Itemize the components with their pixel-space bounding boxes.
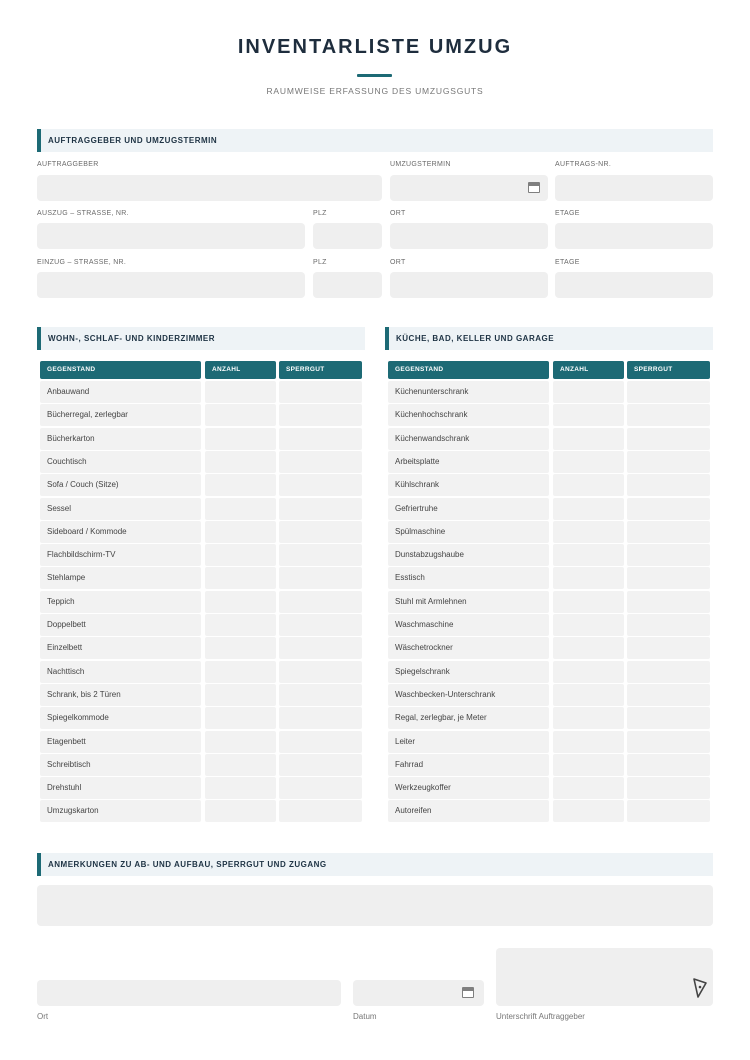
table-row: [40, 591, 362, 613]
section-header-notes: ANMERKUNGEN ZU AB- UND AUFBAU, SPERRGUT UND ZUGANG: [37, 853, 713, 876]
item-name: Drehstuhl: [40, 777, 201, 799]
item-name: Stehlampe: [40, 567, 201, 589]
quantity-cell[interactable]: [205, 637, 276, 659]
bulky-cell[interactable]: [627, 637, 710, 659]
item-name: Dunstabzugshaube: [388, 544, 549, 566]
calendar-icon[interactable]: [462, 987, 474, 998]
item-name: Gefriertruhe: [388, 498, 549, 520]
quantity-cell[interactable]: [553, 591, 624, 613]
quantity-cell[interactable]: [205, 614, 276, 636]
quantity-cell[interactable]: [553, 521, 624, 543]
table-row: [388, 428, 710, 450]
section-header-living-rooms: WOHN-, SCHLAF- UND KINDERZIMMER: [37, 327, 365, 350]
table-row: [388, 591, 710, 613]
table-row: [40, 614, 362, 636]
page-title: INVENTARLISTE UMZUG: [237, 36, 513, 58]
bulky-cell[interactable]: [627, 591, 710, 613]
quantity-cell[interactable]: [205, 544, 276, 566]
item-name: Couchtisch: [40, 451, 201, 473]
quantity-cell[interactable]: [553, 544, 624, 566]
bulky-cell[interactable]: [627, 474, 710, 496]
quantity-cell[interactable]: [205, 521, 276, 543]
quantity-cell[interactable]: [553, 731, 624, 753]
column-header-quantity: ANZAHL: [553, 361, 624, 379]
to-floor-label: ETAGE: [555, 259, 580, 266]
table-row: [388, 544, 710, 566]
bulky-cell[interactable]: [279, 754, 362, 776]
table-row: [40, 451, 362, 473]
column-header-quantity: ANZAHL: [205, 361, 276, 379]
quantity-cell[interactable]: [205, 684, 276, 706]
quantity-cell[interactable]: [205, 777, 276, 799]
item-name: Regal, zerlegbar, je Meter: [388, 707, 549, 729]
item-name: Autoreifen: [388, 800, 549, 822]
item-name: Kühlschrank: [388, 474, 549, 496]
item-name: Sofa / Couch (Sitze): [40, 474, 201, 496]
to-zip-label: PLZ: [313, 259, 327, 266]
bulky-cell[interactable]: [627, 498, 710, 520]
quantity-cell[interactable]: [553, 404, 624, 426]
bulky-cell[interactable]: [279, 451, 362, 473]
bulky-cell[interactable]: [627, 754, 710, 776]
bulky-cell[interactable]: [627, 614, 710, 636]
to-street-field[interactable]: [37, 272, 305, 298]
place-label: Ort: [37, 1012, 49, 1021]
item-name: Leiter: [388, 731, 549, 753]
from-floor-field[interactable]: [555, 223, 713, 249]
from-zip-label: PLZ: [313, 210, 327, 217]
quantity-cell[interactable]: [205, 661, 276, 683]
column-header-item: GEGENSTAND: [388, 361, 549, 379]
table-row: [388, 777, 710, 799]
from-zip-field[interactable]: [313, 223, 382, 249]
item-name: Sessel: [40, 498, 201, 520]
date-field[interactable]: [353, 980, 484, 1006]
table-row: [388, 684, 710, 706]
item-name: Esstisch: [388, 567, 549, 589]
moving-date-label: UMZUGSTERMIN: [390, 161, 451, 168]
bulky-cell[interactable]: [627, 544, 710, 566]
bulky-cell[interactable]: [279, 567, 362, 589]
table-row: [388, 614, 710, 636]
table-row: [388, 474, 710, 496]
quantity-cell[interactable]: [553, 381, 624, 403]
item-name: Spiegelschrank: [388, 661, 549, 683]
table-row: [388, 381, 710, 403]
to-floor-field[interactable]: [555, 272, 713, 298]
quantity-cell[interactable]: [553, 754, 624, 776]
table-row: [388, 800, 710, 822]
quantity-cell[interactable]: [553, 498, 624, 520]
notes-field[interactable]: [37, 885, 713, 926]
quantity-cell[interactable]: [205, 404, 276, 426]
quantity-cell[interactable]: [205, 591, 276, 613]
item-name: Teppich: [40, 591, 201, 613]
section-header-kitchen-bath: KÜCHE, BAD, KELLER UND GARAGE: [385, 327, 713, 350]
item-name: Stuhl mit Armlehnen: [388, 591, 549, 613]
item-name: Schreibtisch: [40, 754, 201, 776]
table-row: [40, 474, 362, 496]
quantity-cell[interactable]: [205, 451, 276, 473]
quantity-cell[interactable]: [553, 428, 624, 450]
table-row: [40, 684, 362, 706]
bulky-cell[interactable]: [627, 800, 710, 822]
bulky-cell[interactable]: [279, 381, 362, 403]
item-name: Waschbecken-Unterschrank: [388, 684, 549, 706]
table-row: [388, 404, 710, 426]
table-row: [388, 661, 710, 683]
signature-field[interactable]: [496, 948, 713, 1006]
quantity-cell[interactable]: [205, 731, 276, 753]
page-subtitle: RAUMWEISE ERFASSUNG DES UMZUGSGUTS: [266, 86, 484, 96]
bulky-cell[interactable]: [279, 544, 362, 566]
to-city-label: ORT: [390, 259, 406, 266]
title-underline: [357, 74, 392, 77]
bulky-cell[interactable]: [627, 684, 710, 706]
from-floor-label: ETAGE: [555, 210, 580, 217]
pen-icon: [692, 976, 708, 1000]
quantity-cell[interactable]: [205, 707, 276, 729]
item-name: Küchenwandschrank: [388, 428, 549, 450]
to-city-field[interactable]: [390, 272, 548, 298]
bulky-cell[interactable]: [279, 428, 362, 450]
item-name: Bücherkarton: [40, 428, 201, 450]
table-row: [40, 731, 362, 753]
item-name: Spiegelkommode: [40, 707, 201, 729]
quantity-cell[interactable]: [205, 498, 276, 520]
item-name: Arbeitsplatte: [388, 451, 549, 473]
item-name: Doppelbett: [40, 614, 201, 636]
table-row: [40, 777, 362, 799]
table-row: [40, 498, 362, 520]
quantity-cell[interactable]: [205, 800, 276, 822]
table-row: [40, 381, 362, 403]
column-header-item: GEGENSTAND: [40, 361, 201, 379]
order-no-field[interactable]: [555, 175, 713, 201]
bulky-cell[interactable]: [627, 731, 710, 753]
quantity-cell[interactable]: [553, 474, 624, 496]
client-field[interactable]: [37, 175, 382, 201]
item-name: Bücherregal, zerlegbar: [40, 404, 201, 426]
table-row: [40, 707, 362, 729]
calendar-icon[interactable]: [528, 182, 540, 193]
table-row: [388, 521, 710, 543]
quantity-cell[interactable]: [553, 451, 624, 473]
bulky-cell[interactable]: [627, 451, 710, 473]
bulky-cell[interactable]: [279, 404, 362, 426]
bulky-cell[interactable]: [627, 567, 710, 589]
bulky-cell[interactable]: [279, 661, 362, 683]
quantity-cell[interactable]: [553, 614, 624, 636]
bulky-cell[interactable]: [279, 731, 362, 753]
table-row: [388, 707, 710, 729]
section-header-client: AUFTRAGGEBER UND UMZUGSTERMIN: [37, 129, 713, 152]
table-row: [388, 754, 710, 776]
quantity-cell[interactable]: [205, 474, 276, 496]
bulky-cell[interactable]: [279, 614, 362, 636]
table-row: [388, 567, 710, 589]
item-name: Küchenunterschrank: [388, 381, 549, 403]
inventory-table-living-rooms: [40, 361, 362, 823]
table-row: [388, 498, 710, 520]
item-name: Waschmaschine: [388, 614, 549, 636]
bulky-cell[interactable]: [279, 474, 362, 496]
bulky-cell[interactable]: [279, 498, 362, 520]
bulky-cell[interactable]: [627, 428, 710, 450]
item-name: Werkzeugkoffer: [388, 777, 549, 799]
place-field[interactable]: [37, 980, 341, 1006]
bulky-cell[interactable]: [279, 637, 362, 659]
item-name: Schrank, bis 2 Türen: [40, 684, 201, 706]
item-name: Einzelbett: [40, 637, 201, 659]
table-row: [40, 800, 362, 822]
to-zip-field[interactable]: [313, 272, 382, 298]
bulky-cell[interactable]: [627, 777, 710, 799]
signature-label: Unterschrift Auftraggeber: [496, 1012, 585, 1021]
bulky-cell[interactable]: [279, 591, 362, 613]
from-street-field[interactable]: [37, 223, 305, 249]
table-row: [40, 567, 362, 589]
quantity-cell[interactable]: [553, 707, 624, 729]
table-row: [40, 521, 362, 543]
table-row: [40, 428, 362, 450]
item-name: Nachttisch: [40, 661, 201, 683]
bulky-cell[interactable]: [279, 707, 362, 729]
bulky-cell[interactable]: [279, 684, 362, 706]
column-header-bulky: SPERRGUT: [627, 361, 710, 379]
from-street-label: AUSZUG – STRASSE, NR.: [37, 210, 129, 217]
date-label: Datum: [353, 1012, 377, 1021]
quantity-cell[interactable]: [553, 800, 624, 822]
from-city-label: ORT: [390, 210, 406, 217]
bulky-cell[interactable]: [627, 404, 710, 426]
quantity-cell[interactable]: [553, 661, 624, 683]
table-row: [388, 451, 710, 473]
quantity-cell[interactable]: [553, 567, 624, 589]
order-no-label: AUFTRAGS-NR.: [555, 161, 612, 168]
item-name: Anbauwand: [40, 381, 201, 403]
quantity-cell[interactable]: [553, 637, 624, 659]
table-row: [388, 637, 710, 659]
table-row: [40, 754, 362, 776]
quantity-cell[interactable]: [205, 754, 276, 776]
table-row: [388, 731, 710, 753]
moving-date-field[interactable]: [390, 175, 548, 201]
bulky-cell[interactable]: [279, 777, 362, 799]
inventory-table-kitchen-bath: [388, 361, 710, 823]
table-row: [40, 404, 362, 426]
bulky-cell[interactable]: [627, 661, 710, 683]
table-row: [40, 544, 362, 566]
bulky-cell[interactable]: [627, 707, 710, 729]
bulky-cell[interactable]: [279, 521, 362, 543]
quantity-cell[interactable]: [205, 428, 276, 450]
item-name: Sideboard / Kommode: [40, 521, 201, 543]
item-name: Umzugskarton: [40, 800, 201, 822]
to-street-label: EINZUG – STRASSE, NR.: [37, 259, 127, 266]
quantity-cell[interactable]: [553, 777, 624, 799]
quantity-cell[interactable]: [553, 684, 624, 706]
column-header-bulky: SPERRGUT: [279, 361, 362, 379]
bulky-cell[interactable]: [627, 521, 710, 543]
from-city-field[interactable]: [390, 223, 548, 249]
item-name: Flachbildschirm-TV: [40, 544, 201, 566]
bulky-cell[interactable]: [627, 381, 710, 403]
quantity-cell[interactable]: [205, 381, 276, 403]
table-row: [40, 661, 362, 683]
item-name: Etagenbett: [40, 731, 201, 753]
bulky-cell[interactable]: [279, 800, 362, 822]
item-name: Küchenhochschrank: [388, 404, 549, 426]
item-name: Fahrrad: [388, 754, 549, 776]
item-name: Wäschetrockner: [388, 637, 549, 659]
item-name: Spülmaschine: [388, 521, 549, 543]
table-row: [40, 637, 362, 659]
client-label: AUFTRAGGEBER: [37, 161, 99, 168]
quantity-cell[interactable]: [205, 567, 276, 589]
